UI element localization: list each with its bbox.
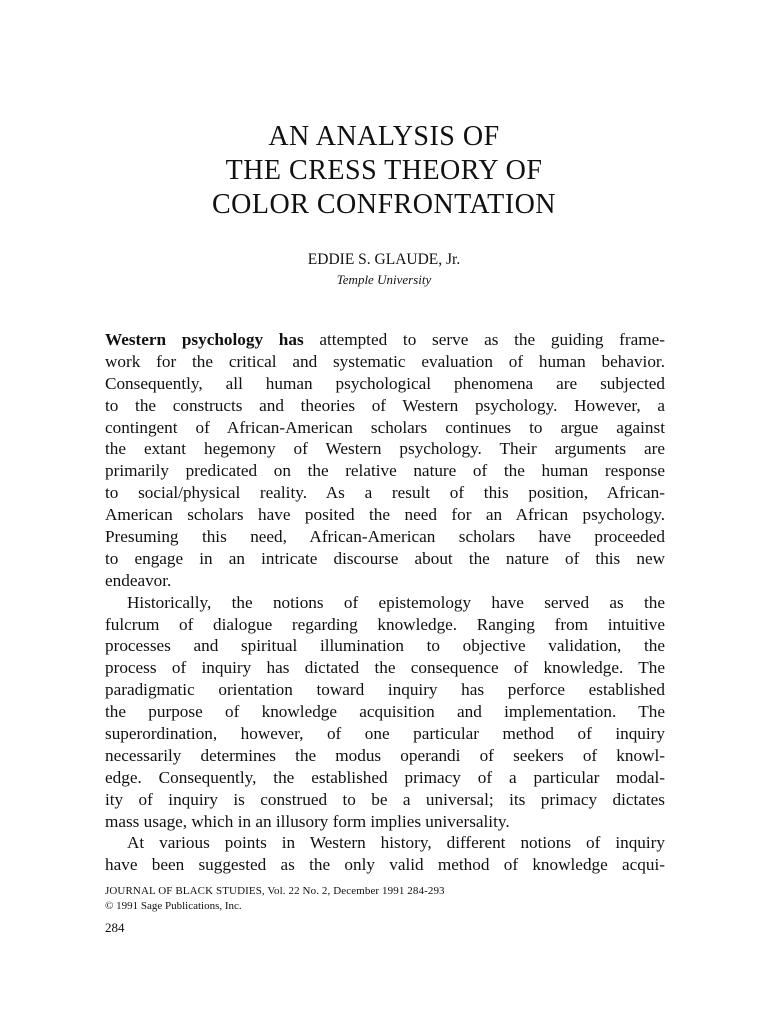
body-line: contingent of African-American scholars continues to argue against	[105, 417, 665, 437]
article-body	[105, 329, 665, 876]
body-line: process of inquiry has dictated the consequence of knowledge. The	[105, 658, 665, 678]
body-line: the extant hegemony of Western psychology. Their arguments are	[105, 439, 665, 459]
body-line: the purpose of knowledge acquisition and implementation. The	[105, 702, 665, 722]
body-line: endeavor.	[105, 570, 172, 590]
body-line: processes and spiritual illumination to objective validation, the	[105, 636, 665, 656]
body-line: At various points in Western history, different notions of inquiry	[127, 833, 665, 853]
body-line: edge. Consequently, the established primacy of a particular modal-	[105, 767, 665, 787]
title-line: THE CRESS THEORY OF	[225, 155, 543, 186]
title-line: AN ANALYSIS OF	[268, 121, 500, 152]
page-number: 284	[105, 920, 125, 935]
body-line: have been suggested as the only valid method of knowledge acqui-	[105, 855, 665, 875]
body-line: ity of inquiry is construed to be a universal; its primacy dictates	[105, 789, 665, 809]
body-line: to the constructs and theories of Western psychology. However, a	[105, 395, 665, 415]
body-line: Historically, the notions of epistemology have served as the	[127, 592, 665, 612]
copyright-notice: © 1991 Sage Publications, Inc.	[105, 900, 242, 912]
body-line: superordination, however, of one particular method of inquiry	[105, 724, 665, 744]
author-affiliation: Temple University	[336, 272, 432, 287]
author-name: EDDIE S. GLAUDE, Jr.	[307, 251, 461, 268]
body-line: to engage in an intricate discourse about the nature of this new	[105, 548, 665, 568]
body-line: paradigmatic orientation toward inquiry has perforce established	[105, 680, 665, 700]
body-line: fulcrum of dialogue regarding knowledge. Ranging from intuitive	[105, 614, 665, 634]
body-line: primarily predicated on the relative nature of the human response	[105, 461, 665, 481]
body-line: to social/physical reality. As a result of this position, African-	[105, 483, 665, 503]
lead-bold-text: Western psychology has	[105, 330, 304, 349]
title-line: COLOR CONFRONTATION	[211, 189, 557, 220]
body-text: attempted to serve as the guiding frame-	[303, 330, 665, 349]
journal-reference: JOURNAL OF BLACK STUDIES, Vol. 22 No. 2, December 1991 284-293	[105, 885, 445, 897]
body-line: Consequently, all human psychological phenomena are subjected	[105, 373, 665, 393]
body-line: mass usage, which in an illusory form implies universality.	[105, 811, 510, 831]
body-line: work for the critical and systematic evaluation of human behavior.	[105, 351, 665, 371]
body-line: necessarily determines the modus operandi of seekers of knowl-	[105, 745, 665, 765]
body-line: Presuming this need, African-American scholars have proceeded	[105, 527, 665, 547]
body-line	[105, 329, 665, 351]
publication-footer	[105, 884, 665, 914]
body-line: American scholars have posited the need for an African psychology.	[105, 505, 665, 525]
article-title	[0, 120, 768, 222]
